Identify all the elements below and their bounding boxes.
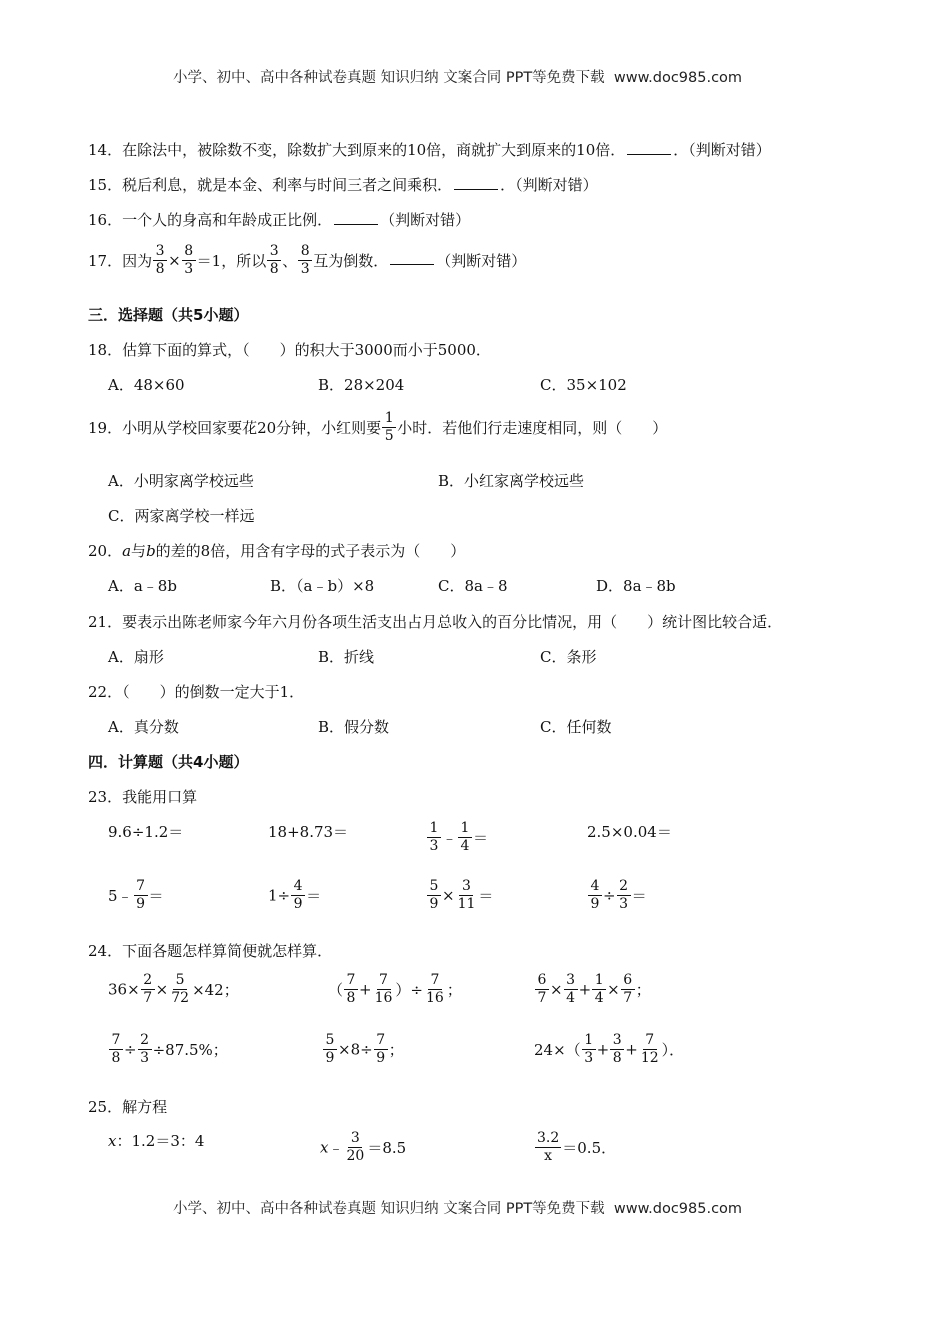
option-22c[interactable]: C．任何数 [540, 718, 612, 736]
expr-23-8: $\frac{4}{9}$ ÷ $\frac{2}{3}$ ＝ [587, 878, 647, 913]
option-19c[interactable]: C．两家离学校一样远 [108, 507, 255, 525]
expr-24-1: 36× $\frac{2}{7}$ × $\frac{5}{72}$ ×42； [108, 972, 239, 1006]
option-21b[interactable]: B．折线 [318, 648, 375, 666]
fraction: $\frac{8}{3}$ [298, 243, 312, 278]
answer-blank[interactable] [390, 252, 434, 265]
question-15: 15．税后利息，就是本金、利率与时间三者之间乘积． ．（判断对错） [88, 176, 598, 194]
answer-blank[interactable] [454, 177, 498, 190]
option-18a[interactable]: A．48×60 [108, 376, 185, 394]
question-18: 18．估算下面的算式，（ ）的积大于3000而小于5000． [88, 341, 491, 359]
option-21a[interactable]: A．扇形 [108, 648, 164, 666]
expr-23-5: 5﹣ $\frac{7}{9}$ ＝ [108, 878, 164, 912]
fraction: $\frac{3}{8}$ [153, 243, 167, 278]
expr-24-5: $\frac{5}{9}$ ×8÷ $\frac{7}{9}$ ； [322, 1032, 404, 1067]
question-16: 16．一个人的身高和年龄成正比例． （判断对错） [88, 211, 471, 229]
expr-24-2: （ $\frac{7}{8}$ + $\frac{7}{16}$ ）÷ $\frac{7}{16}$ ； [328, 972, 462, 1006]
expr-23-1: 9.6÷1.2＝ [108, 823, 184, 841]
fraction: $\frac{8}{3}$ [182, 243, 196, 278]
option-20c[interactable]: C．8a﹣8 [438, 577, 508, 595]
expr-23-6: 1÷ $\frac{4}{9}$ ＝ [268, 878, 322, 912]
question-21: 21．要表示出陈老师家今年六月份各项生活支出占月总收入的百分比情况，用（ ）统计图比较合适． [88, 613, 783, 631]
footer-site[interactable]: www.doc985.com [613, 1201, 743, 1217]
section-heading-choice: 三．选择题（共5小题） [88, 306, 249, 324]
equation-25-3: $\frac{3.2}{x}$ ＝0.5． [537, 1130, 617, 1164]
question-20: 20．a与b的差的8倍，用含有字母的式子表示为（ ） [88, 542, 466, 560]
question-24: 24．下面各题怎样算简便就怎样算． [88, 942, 333, 960]
expr-23-2: 18+8.73＝ [268, 823, 349, 841]
option-18b[interactable]: B．28×204 [318, 376, 405, 394]
option-21c[interactable]: C．条形 [540, 648, 597, 666]
option-20a[interactable]: A．a﹣8b [108, 577, 177, 595]
option-18c[interactable]: C．35×102 [540, 376, 627, 394]
question-19: 19．小明从学校回家要花20分钟，小红则要 $\frac{1}{5}$ 小时．若他们行走速度相同，则（ ） [88, 410, 668, 444]
question-14: 14．在除法中，被除数不变，除数扩大到原来的10倍，商就扩大到原来的10倍． ．（判断对错） [88, 141, 771, 159]
option-19a[interactable]: A．小明家离学校远些 [108, 472, 254, 490]
page-header: 小学、初中、高中各种试卷真题 知识归纳 文案合同 PPT等免费下载 www.doc985.com [173, 70, 743, 86]
expr-23-7: $\frac{5}{9}$ × $\frac{3}{11}$ ＝ [426, 878, 493, 913]
answer-blank[interactable] [627, 142, 671, 155]
question-22: 22．（ ）的倒数一定大于1． [88, 683, 305, 701]
equation-25-1: x：1.2＝3：4 [108, 1132, 205, 1150]
fraction: $\frac{1}{5}$ [382, 410, 396, 445]
question-25: 25．解方程 [88, 1098, 168, 1116]
option-22b[interactable]: B．假分数 [318, 718, 390, 736]
header-site[interactable]: www.doc985.com [613, 70, 743, 86]
question-17: 17．因为 $\frac{3}{8}$ × $\frac{8}{3}$ ＝1，所以 $\frac{3}{8}$ 、 $\frac{8}{3}$ 互为倒数． （判断对错） [88, 243, 527, 277]
option-20d[interactable]: D．8a﹣8b [596, 577, 676, 595]
page-footer: 小学、初中、高中各种试卷真题 知识归纳 文案合同 PPT等免费下载 www.doc985.com [173, 1201, 743, 1217]
equation-25-2: x﹣ $\frac{3}{20}$ ＝8.5 [320, 1130, 407, 1164]
fraction: $\frac{3}{8}$ [267, 243, 281, 278]
section-heading-calc: 四．计算题（共4小题） [88, 753, 249, 771]
question-23: 23．我能用口算 [88, 788, 198, 806]
expr-23-3: $\frac{1}{3}$ ﹣ $\frac{1}{4}$ ＝ [426, 820, 488, 855]
answer-blank[interactable] [334, 212, 378, 225]
option-22a[interactable]: A．真分数 [108, 718, 179, 736]
expr-23-4: 2.5×0.04＝ [587, 823, 672, 841]
expr-24-3: $\frac{6}{7}$ × $\frac{3}{4}$ + $\frac{1}{4}$ × $\frac{6}{7}$ ； [534, 972, 651, 1007]
expr-24-4: $\frac{7}{8}$ ÷ $\frac{2}{3}$ ÷87.5%； [108, 1032, 228, 1067]
option-19b[interactable]: B．小红家离学校远些 [438, 472, 585, 490]
expr-24-6: 24×（ $\frac{1}{3}$ + $\frac{3}{8}$ + $\frac{7}{12}$ ）． [534, 1032, 685, 1066]
option-20b[interactable]: B．（a﹣b）×8 [270, 577, 375, 595]
